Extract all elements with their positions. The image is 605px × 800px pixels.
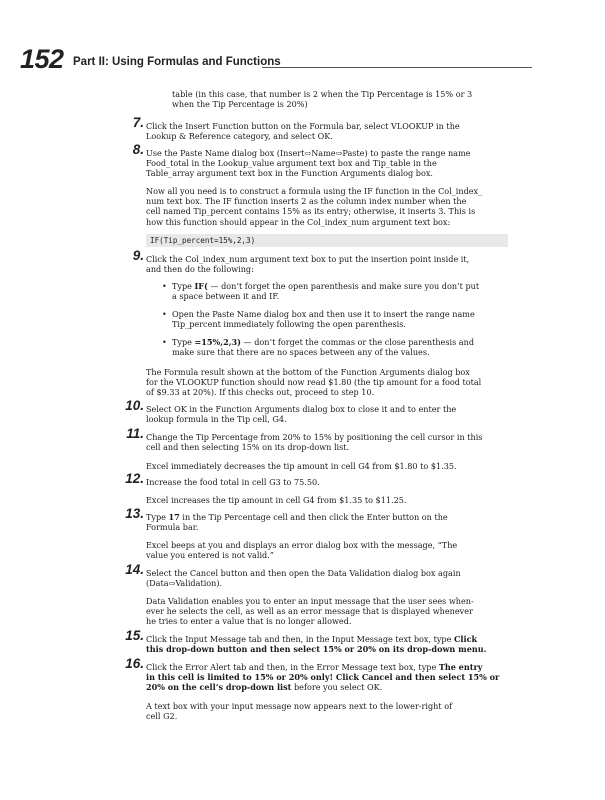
- step-number: 8.: [132, 142, 144, 157]
- step-text: Click the Insert Function button on the Formula bar, select VLOOKUP in the Lookup & Reference category, and select OK.: [146, 121, 460, 142]
- step-text: Select OK in the Function Arguments dialog box to close it and to enter the lookup formula in the Tip cell, G4.: [146, 404, 457, 425]
- step-text: Click the Input Message tab and then, in the Input Message text box, type Click this drop-down button and then select 15% or 20% on its drop-down menu.: [146, 634, 487, 655]
- step-text: Increase the food total in cell G3 to 75.50.: [146, 477, 320, 487]
- step-12-paragraph: Excel increases the tip amount in cell G4 from $1.35 to $11.25.: [146, 495, 407, 505]
- step-text: Change the Tip Percentage from 20% to 15% by positioning the cell cursor in this cell and then selecting 15% on its drop-down list.: [146, 432, 483, 453]
- bullet-icon: •: [162, 309, 167, 319]
- step-14-paragraph: Data Validation enables you to enter an input message that the user sees when- ever he selects the cell, as well as an error message that is displayed whenever he tries to enter a value that is no longer allowed.: [146, 596, 474, 627]
- step-16-paragraph: A text box with your input message now appears next to the lower-right of cell G2.: [146, 701, 453, 722]
- step-number: 10.: [125, 398, 144, 413]
- step-number: 9.: [132, 248, 144, 263]
- step-11-paragraph: Excel immediately decreases the tip amount in cell G4 from $1.80 to $1.35.: [146, 461, 457, 471]
- step-number: 12.: [125, 471, 144, 486]
- page-number: 152: [20, 44, 64, 74]
- bullet-icon: •: [162, 337, 167, 347]
- step-9-paragraph: The Formula result shown at the bottom of the Function Arguments dialog box for the VLOOKUP function should now read $1.80 (the tip amount for a food total of $9.33 at 20%). If this checks out, proceed to step 10.: [146, 367, 482, 398]
- step-13-paragraph: Excel beeps at you and displays an error dialog box with the message, “The value you entered is not valid.”: [146, 540, 458, 561]
- step-text: Use the Paste Name dialog box (Insert⇨Name⇨Paste) to paste the range name Food_total in the Lookup_value argument text box and Tip_table in the Table_array argument text box in the Function Arguments dialog box.: [146, 148, 471, 179]
- step-8-paragraph: Now all you need is to construct a formula using the IF function in the Col_index_ num text box. The IF function inserts 2 as the column index number when the cell named Tip_percent contains 15% as its entry; otherwise, it inserts 3. This is how this function should appear in the Col_index_num argument text box:: [146, 186, 483, 227]
- step-number: 7.: [132, 115, 144, 130]
- code-block: [146, 234, 508, 247]
- step-number: 11.: [126, 426, 144, 441]
- step-number: 14.: [125, 562, 144, 577]
- step-text: Click the Error Alert tab and then, in the Error Message text box, type The entry in this cell is limited to 15% or 20% only! Click Cancel and then select 15% or 20% on the cell’s drop-down list before you select OK.: [146, 662, 500, 693]
- code-text: IF(Tip_percent=15%,2,3): [150, 236, 256, 245]
- step-number: 15.: [125, 628, 144, 643]
- intro-continuation: table (in this case, that number is 2 when the Tip Percentage is 15% or 3 when the Tip Percentage is 20%): [172, 89, 473, 110]
- step-text: Select the Cancel button and then open the Data Validation dialog box again (Data⇨Validation).: [146, 568, 461, 589]
- bullet-icon: •: [162, 281, 167, 291]
- step-number: 13.: [125, 506, 144, 521]
- part-title: Part II: Using Formulas and Functions: [73, 56, 281, 68]
- step-text: Type 17 in the Tip Percentage cell and then click the Enter button on the Formula bar.: [146, 512, 448, 533]
- step-text: Click the Col_index_num argument text box to put the insertion point inside it, and then do the following:: [146, 254, 470, 275]
- book-page: 152 Part II: Using Formulas and Functions table (in this case, that number is 2 when the Tip Percentage is 15% or 3 when the Tip Percentage is 20%) 7. Click the Insert Function button on the Formula bar, select VLOOKUP in the Lookup & Reference category, and select OK. 8. Use the Paste Name dialog box (Insert⇨Name⇨Paste) to paste the range name Food_total in the Lookup_value argument text box and Tip_table in the Table_array argument text box in the Function Arguments dialog box. Now all you need is to construct a formula using the IF function in the Col_index_ num text box. The IF function inserts 2 as the column index number when the cell named Tip_percent contains 15% as its entry; otherwise, it inserts 3. This is how this function should appear in the Col_index_num argument text box: IF(Tip_percent=15%,2,3) 9. Click the Col_index_num argument text box to put the insertion point inside it, and then do the following: • Type IF( — don’t forget the open parenthesis and make sure you don’t put a space between it and IF. • Open the Paste Name dialog box and then use it to insert the range name Tip_percent immediately following the open parenthesis. • Type =15%,2,3) — don’t forget the commas or the close parenthesis and make sure that there are no spaces between any of the values. The Formula result shown at the bottom of the Function Arguments dialog box for the VLOOKUP function should now read $1.80 (the tip amount for a food total of $9.33 at 20%). If this checks out, proceed to step 10. 10. Select OK in the Function Arguments dialog box to close it and to enter the lookup formula in the Tip cell, G4. 11. Change the Tip Percentage from 20% to 15% by positioning the cell cursor in this cell and then selecting 15% on its drop-down list. Excel immediately decreases the tip amount in cell G4 from $1.80 to $1.35. 12. Increase the food total in cell G3 to 75.50. Excel increases the tip amount in cell G4 from $1.35 to $11.25. 13. Type 17 in the Tip Percentage cell and then click the Enter button on the Formula bar. Excel beeps at you and displays an error dialog box with the message, “The value you entered is not valid.” 14. Select the Cancel button and then open the Data Validation dialog box again (Data⇨Validation). Data Validation enables you to enter an input message that the user sees when- ever he selects the cell, as well as an error message that is displayed whenever he tries to enter a value that is no longer allowed. 15. Click the Input Message tab and then, in the Input Message text box, type Click this drop-down button and then select 15% or 20% on its drop-down menu. 16. Click the Error Alert tab and then, in the Error Message text box, type The entry in this cell is limited to 15% or 20% only! Click Cancel and then select 15% or 20% on the cell’s drop-down list before you select OK. A text box with your input message now appears next to the lower-right of cell G2.: [0, 0, 605, 800]
- header-rule: [262, 67, 532, 68]
- step-number: 16.: [125, 656, 144, 671]
